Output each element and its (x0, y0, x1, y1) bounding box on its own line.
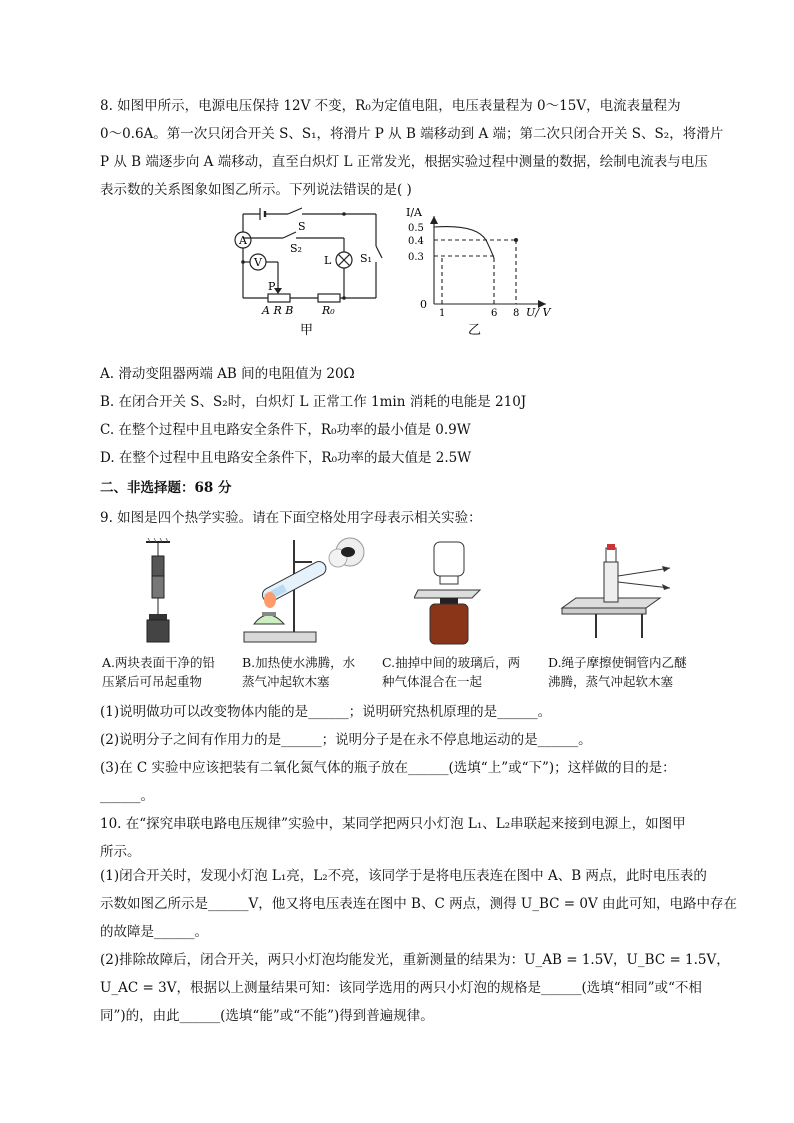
caption-c-2: 种气体混合在一起 (382, 674, 483, 689)
caption-d-1: D.绳子摩擦使铜管内乙醚 (548, 655, 687, 670)
circuit-diagram (228, 202, 388, 342)
q9-stem: 9. 如图是四个热学实验。请在下面空格处用字母表示相关实验： (100, 510, 482, 526)
experiment-b-illustration (240, 532, 370, 647)
voltmeter-label: V (254, 256, 262, 269)
slider-label: P (268, 280, 276, 293)
section-title: 二、非选择题：68 分 (100, 480, 232, 496)
iu-graph (398, 200, 568, 340)
caption-b-2: 蒸气冲起软木塞 (242, 674, 330, 689)
q9-sub-3-cont: ______。 (100, 788, 154, 804)
q10-line-6: (2)排除故障后，闭合开关，两只小灯泡均能发光，重新测量的结果为：U_AB = 1.5V，U_BC = 1.5V， (100, 952, 730, 968)
q10-line-4: 示数如图乙所示是______V，他又将电压表连在图中 B、C 两点，测得 U_BC = 0V 由此可知，电路中存在 (100, 896, 738, 912)
q10-line-8: 同”)的，由此______(选填“能”或“不能”)得到普遍规律。 (100, 1008, 434, 1024)
q8-option-d: D. 在整个过程中且电路安全条件下，R₀功率的最大值是 2.5W (100, 450, 472, 466)
q10-line-5: 的故障是______。 (100, 924, 208, 940)
q10-line-7: U_AC = 3V，根据以上测量结果可知：该同学选用的两只小灯泡的规格是______(选填“相同”或“不相 (100, 980, 702, 996)
circuit-caption: 甲 (300, 323, 314, 338)
caption-a-2: 压紧后可吊起重物 (102, 674, 203, 689)
y-tick-03: 0.3 (408, 252, 424, 263)
q10-line-2: 所示。 (100, 844, 141, 860)
caption-c-1: C.抽掉中间的玻璃后，两 (382, 655, 521, 670)
switch-s-label: S (298, 220, 306, 233)
caption-b-1: B.加热使水沸腾，水 (242, 655, 356, 670)
q9-sub-2: (2)说明分子之间有作用力的是______；说明分子是在永不停息地运动的是______。 (100, 732, 592, 748)
switch-s2-label: S₂ (290, 242, 302, 255)
rheostat-label: A R B (262, 304, 294, 317)
graph-caption: 乙 (468, 323, 482, 338)
experiment-d-illustration (560, 540, 680, 640)
q8-option-a: A. 滑动变阻器两端 AB 间的电阻值为 20Ω (100, 366, 355, 382)
y-tick-04: 0.4 (408, 236, 424, 247)
x-tick-6: 6 (491, 308, 498, 319)
ammeter-label: A (239, 234, 247, 247)
q8-option-c: C. 在整个过程中且电路安全条件下，R₀功率的最小值是 0.9W (100, 422, 471, 438)
x-axis-label: U/ V (526, 306, 551, 319)
graph-origin: 0 (420, 298, 427, 311)
caption-d-2: 沸腾，蒸气冲起软木塞 (548, 674, 674, 689)
q9-sub-1: (1)说明做功可以改变物体内能的是______；说明研究热机原理的是______。 (100, 704, 552, 720)
y-axis-label: I/A (406, 206, 422, 219)
r0-label: R₀ (322, 304, 335, 317)
q8-line-3: P 从 B 端逐步向 A 端移动，直至白炽灯 L 正常发光，根据实验过程中测量的数据，绘制电流表与电压 (100, 154, 708, 170)
experiment-a-illustration (138, 538, 188, 648)
q8-option-b: B. 在闭合开关 S、S₂时，白炽灯 L 正常工作 1min 消耗的电能是 210J (100, 394, 527, 410)
q10-line-1: 10. 在“探究串联电路电压规律”实验中，某同学把两只小灯泡 L₁、L₂串联起来接到电源上，如图甲 (100, 816, 686, 832)
q9-sub-3: (3)在 C 实验中应该把装有二氧化氮气体的瓶子放在______(选填“上”或“下”)；这样做的目的是： (100, 760, 676, 776)
x-tick-8: 8 (513, 308, 520, 319)
caption-a-1: A.两块表面干净的铅 (102, 655, 216, 670)
q8-line-2: 0～0.6A。第一次只闭合开关 S、S₁，将滑片 P 从 B 端移动到 A 端；第二次只闭合开关 S、S₂，将滑片 (100, 126, 724, 142)
q8-line-1: 8. 如图甲所示，电源电压保持 12V 不变，R₀为定值电阻，电压表量程为 0～15V，电流表量程为 (100, 98, 681, 114)
lamp-label: L (324, 254, 332, 267)
experiment-c-illustration (414, 538, 484, 646)
q8-line-4: 表示数的关系图象如图乙所示。下列说法错误的是( ) (100, 182, 412, 198)
switch-s1-label: S₁ (360, 252, 372, 265)
q10-line-3: (1)闭合开关时，发现小灯泡 L₁亮，L₂不亮，该同学于是将电压表连在图中 A、B 两点，此时电压表的 (100, 868, 707, 884)
y-tick-05: 0.5 (408, 223, 424, 234)
x-tick-1: 1 (439, 308, 446, 319)
